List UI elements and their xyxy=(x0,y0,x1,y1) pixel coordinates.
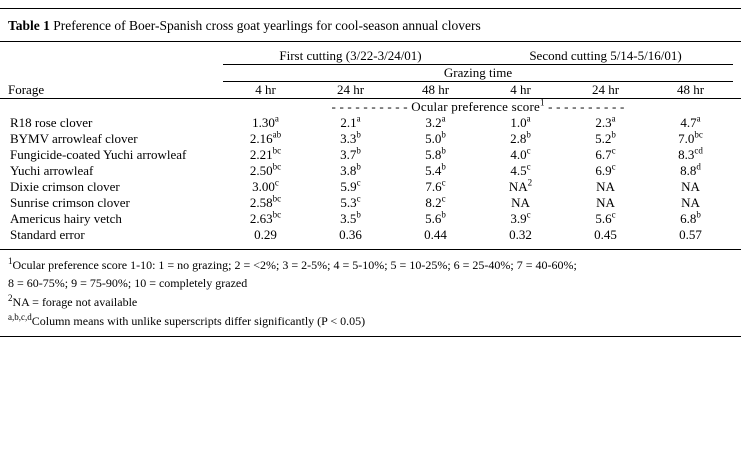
row-cell xyxy=(563,195,648,211)
row-label: BYMV arrowleaf clover xyxy=(10,131,138,147)
row-cell xyxy=(308,115,393,131)
footnotes xyxy=(8,250,733,331)
row-cell xyxy=(478,227,563,243)
row-cell xyxy=(563,131,648,147)
footnote-3 xyxy=(8,311,733,330)
column-header-forage: Forage xyxy=(8,82,45,98)
score-band-blank xyxy=(8,99,223,115)
cell-superscript: cd xyxy=(694,145,703,156)
group-header-blank xyxy=(8,48,223,65)
preference-table xyxy=(8,42,733,98)
row-cell xyxy=(563,227,648,243)
row-label: Fungicide-coated Yuchi arrowleaf xyxy=(10,147,187,163)
cell-superscript: b xyxy=(356,209,361,220)
row-cell xyxy=(478,179,563,195)
cell-value: 4.5 xyxy=(510,163,527,179)
footnote-1-marker: 1 xyxy=(8,256,13,267)
cell-value: 2.63 xyxy=(249,211,273,227)
column-header-c6: 48 hr xyxy=(676,82,705,98)
cell-value: 4.7 xyxy=(680,115,697,131)
cell-value: 0.45 xyxy=(594,227,617,243)
row-cell xyxy=(478,131,563,147)
cell-value: 7.6 xyxy=(425,179,442,195)
cell-value: NA xyxy=(508,179,528,195)
cell-value: 5.6 xyxy=(595,211,612,227)
cell-superscript: 2 xyxy=(527,177,533,188)
row-cell xyxy=(223,195,308,211)
row-cell xyxy=(563,115,648,131)
footnote-1-cont: 8 = 60-75%; 9 = 75-90%; 10 = completely grazed xyxy=(8,275,248,290)
row-cell xyxy=(308,227,393,243)
table-caption xyxy=(0,9,741,41)
grazing-time-row xyxy=(8,65,733,82)
footnote-2 xyxy=(8,292,733,311)
row-cell xyxy=(648,179,733,195)
row-cell xyxy=(393,211,478,227)
cell-value: 3.00 xyxy=(252,179,275,195)
column-header-c4: 4 hr xyxy=(510,82,531,98)
cell-value: 3.5 xyxy=(340,211,357,227)
row-cell xyxy=(223,179,308,195)
cell-value: NA xyxy=(681,195,700,211)
score-band-label xyxy=(223,99,733,115)
row-cell xyxy=(563,147,648,163)
cell-value: 6.9 xyxy=(595,163,612,179)
cell-value: NA xyxy=(596,179,615,195)
group-header-second-cutting: Second cutting 5/14-5/16/01) xyxy=(478,48,733,65)
table-page xyxy=(0,8,741,474)
cell-value: 0.44 xyxy=(424,227,447,243)
cell-superscript: b xyxy=(441,209,446,220)
score-band-text: Ocular preference score xyxy=(411,99,541,115)
cell-superscript: c xyxy=(611,145,616,156)
cell-superscript: b xyxy=(441,145,446,156)
row-cell xyxy=(308,163,393,179)
cell-value: 5.3 xyxy=(340,195,357,211)
cell-superscript: a xyxy=(441,113,446,124)
row-cell xyxy=(563,163,648,179)
cell-superscript: b xyxy=(356,161,361,172)
cell-value: 2.21 xyxy=(249,147,273,163)
score-band-dashes-left: - - - - - - - - - - xyxy=(331,99,408,115)
cell-superscript: b xyxy=(696,209,701,220)
column-header-row xyxy=(8,82,733,99)
cell-value: 0.36 xyxy=(339,227,362,243)
cell-superscript: c xyxy=(356,193,361,204)
cell-value: 6.7 xyxy=(595,147,612,163)
row-cell xyxy=(478,115,563,131)
row-cell xyxy=(648,115,733,131)
cell-value: 0.29 xyxy=(254,227,277,243)
cell-value: 2.16 xyxy=(249,131,273,147)
cell-value: NA xyxy=(511,195,530,211)
cell-value: 3.9 xyxy=(510,211,527,227)
cell-superscript: b xyxy=(441,129,446,140)
cell-superscript: a xyxy=(274,113,279,124)
row-cell xyxy=(393,131,478,147)
cell-value: 4.0 xyxy=(510,147,527,163)
cell-value: 2.1 xyxy=(340,115,357,131)
table-row xyxy=(8,163,733,179)
cell-superscript: d xyxy=(696,161,701,172)
cell-superscript: c xyxy=(441,193,446,204)
row-cell xyxy=(393,227,478,243)
footnote-1 xyxy=(8,255,733,274)
row-cell xyxy=(648,195,733,211)
row-cell xyxy=(648,211,733,227)
cell-superscript: b xyxy=(441,161,446,172)
table-row xyxy=(8,211,733,227)
cell-value: 3.7 xyxy=(340,147,357,163)
cell-value: 2.3 xyxy=(595,115,612,131)
column-header-c3: 48 hr xyxy=(421,82,450,98)
row-cell xyxy=(393,179,478,195)
table-row xyxy=(8,227,733,243)
group-header-first-cutting: First cutting (3/22-3/24/01) xyxy=(223,48,478,65)
cell-superscript: bc xyxy=(272,209,282,220)
cell-value: 2.58 xyxy=(249,195,273,211)
row-label: R18 rose clover xyxy=(10,115,93,131)
cell-value: 5.2 xyxy=(595,131,612,147)
row-cell xyxy=(478,195,563,211)
score-band-row xyxy=(8,99,733,115)
cell-value: 3.2 xyxy=(425,115,442,131)
row-cell xyxy=(393,195,478,211)
row-cell xyxy=(223,147,308,163)
cell-value: 0.32 xyxy=(509,227,532,243)
grazing-time-label: Grazing time xyxy=(223,65,733,82)
cell-value: 5.9 xyxy=(340,179,357,195)
cell-superscript: bc xyxy=(694,129,703,140)
cell-superscript: a xyxy=(696,113,701,124)
cell-superscript: c xyxy=(441,177,446,188)
table-caption-text: Preference of Boer-Spanish cross goat yearlings for cool-season annual clovers xyxy=(53,18,481,33)
cell-value: NA xyxy=(681,179,700,195)
row-cell xyxy=(478,211,563,227)
table-row xyxy=(8,115,733,131)
footnote-3-text: Column means with unlike superscripts differ significantly (P < 0.05) xyxy=(31,314,366,329)
cell-value: 5.8 xyxy=(425,147,442,163)
cell-superscript: c xyxy=(356,177,361,188)
cell-superscript: a xyxy=(356,113,361,124)
grazing-time-blank xyxy=(8,65,223,82)
row-cell xyxy=(393,115,478,131)
bottom-rule xyxy=(0,336,741,337)
table-caption-label: Table 1 xyxy=(8,18,50,33)
cell-value: 0.57 xyxy=(679,227,702,243)
cell-superscript: b xyxy=(526,129,531,140)
cell-superscript: c xyxy=(611,161,616,172)
score-band-dashes-right: - - - - - - - - - - xyxy=(548,99,625,115)
row-cell xyxy=(648,163,733,179)
cell-superscript: c xyxy=(274,177,279,188)
table-row xyxy=(8,147,733,163)
footnote-2-marker: 2 xyxy=(8,292,13,303)
row-cell xyxy=(478,163,563,179)
footnote-1-text: Ocular preference score 1-10: 1 = no grazing; 2 = <2%; 3 = 2-5%; 4 = 5-10%; 5 = 10-25%; 6 = 25-40%; 7 = 40-60%; xyxy=(12,258,577,273)
column-header-c5: 24 hr xyxy=(591,82,620,98)
cell-value: 5.0 xyxy=(425,131,442,147)
cell-value: 6.8 xyxy=(680,211,697,227)
table-row xyxy=(8,179,733,195)
row-cell xyxy=(223,227,308,243)
cell-superscript: b xyxy=(356,129,361,140)
row-cell xyxy=(393,163,478,179)
cell-value: 8.8 xyxy=(680,163,697,179)
cell-superscript: a xyxy=(611,113,616,124)
group-header-row xyxy=(8,48,733,65)
cell-superscript: c xyxy=(526,145,531,156)
cell-superscript: c xyxy=(526,209,531,220)
row-label: Dixie crimson clover xyxy=(10,179,120,195)
row-cell xyxy=(308,179,393,195)
cell-superscript: bc xyxy=(272,161,282,172)
row-cell xyxy=(478,147,563,163)
row-cell xyxy=(308,195,393,211)
cell-value: 8.2 xyxy=(425,195,442,211)
table-row xyxy=(8,195,733,211)
cell-value: NA xyxy=(596,195,615,211)
cell-value: 1.30 xyxy=(252,115,275,131)
cell-superscript: a xyxy=(526,113,531,124)
table-row xyxy=(8,131,733,147)
row-label: Yuchi arrowleaf xyxy=(10,163,94,179)
row-cell xyxy=(648,227,733,243)
row-cell xyxy=(563,211,648,227)
row-cell xyxy=(648,131,733,147)
cell-value: 1.0 xyxy=(510,115,527,131)
row-cell xyxy=(563,179,648,195)
cell-superscript: c xyxy=(611,209,616,220)
footnote-2-text: NA = forage not available xyxy=(12,294,138,309)
cell-value: 5.4 xyxy=(425,163,442,179)
footnote-3-marker: a,b,c,d xyxy=(8,312,32,323)
cell-value: 2.8 xyxy=(510,131,527,147)
score-band-footnote-marker: 1 xyxy=(540,97,545,108)
row-cell xyxy=(223,131,308,147)
cell-value: 5.6 xyxy=(425,211,442,227)
cell-superscript: bc xyxy=(272,145,282,156)
cell-superscript: b xyxy=(611,129,616,140)
row-cell xyxy=(223,115,308,131)
row-cell xyxy=(308,211,393,227)
row-cell xyxy=(393,147,478,163)
cell-superscript: ab xyxy=(272,129,282,140)
row-cell xyxy=(223,211,308,227)
preference-table-body xyxy=(8,99,733,243)
row-cell xyxy=(223,163,308,179)
cell-superscript: c xyxy=(526,161,531,172)
cell-superscript: b xyxy=(356,145,361,156)
row-cell xyxy=(308,131,393,147)
cell-value: 7.0 xyxy=(678,131,695,147)
row-cell xyxy=(308,147,393,163)
row-cell xyxy=(648,147,733,163)
row-label: Standard error xyxy=(10,227,85,243)
cell-value: 2.50 xyxy=(249,163,273,179)
cell-value: 8.3 xyxy=(678,147,695,163)
cell-value: 3.8 xyxy=(340,163,357,179)
row-label: Americus hairy vetch xyxy=(10,211,122,227)
column-header-c1: 4 hr xyxy=(255,82,276,98)
cell-value: 3.3 xyxy=(340,131,357,147)
row-label: Sunrise crimson clover xyxy=(10,195,130,211)
cell-superscript: bc xyxy=(272,193,282,204)
column-header-c2: 24 hr xyxy=(336,82,365,98)
